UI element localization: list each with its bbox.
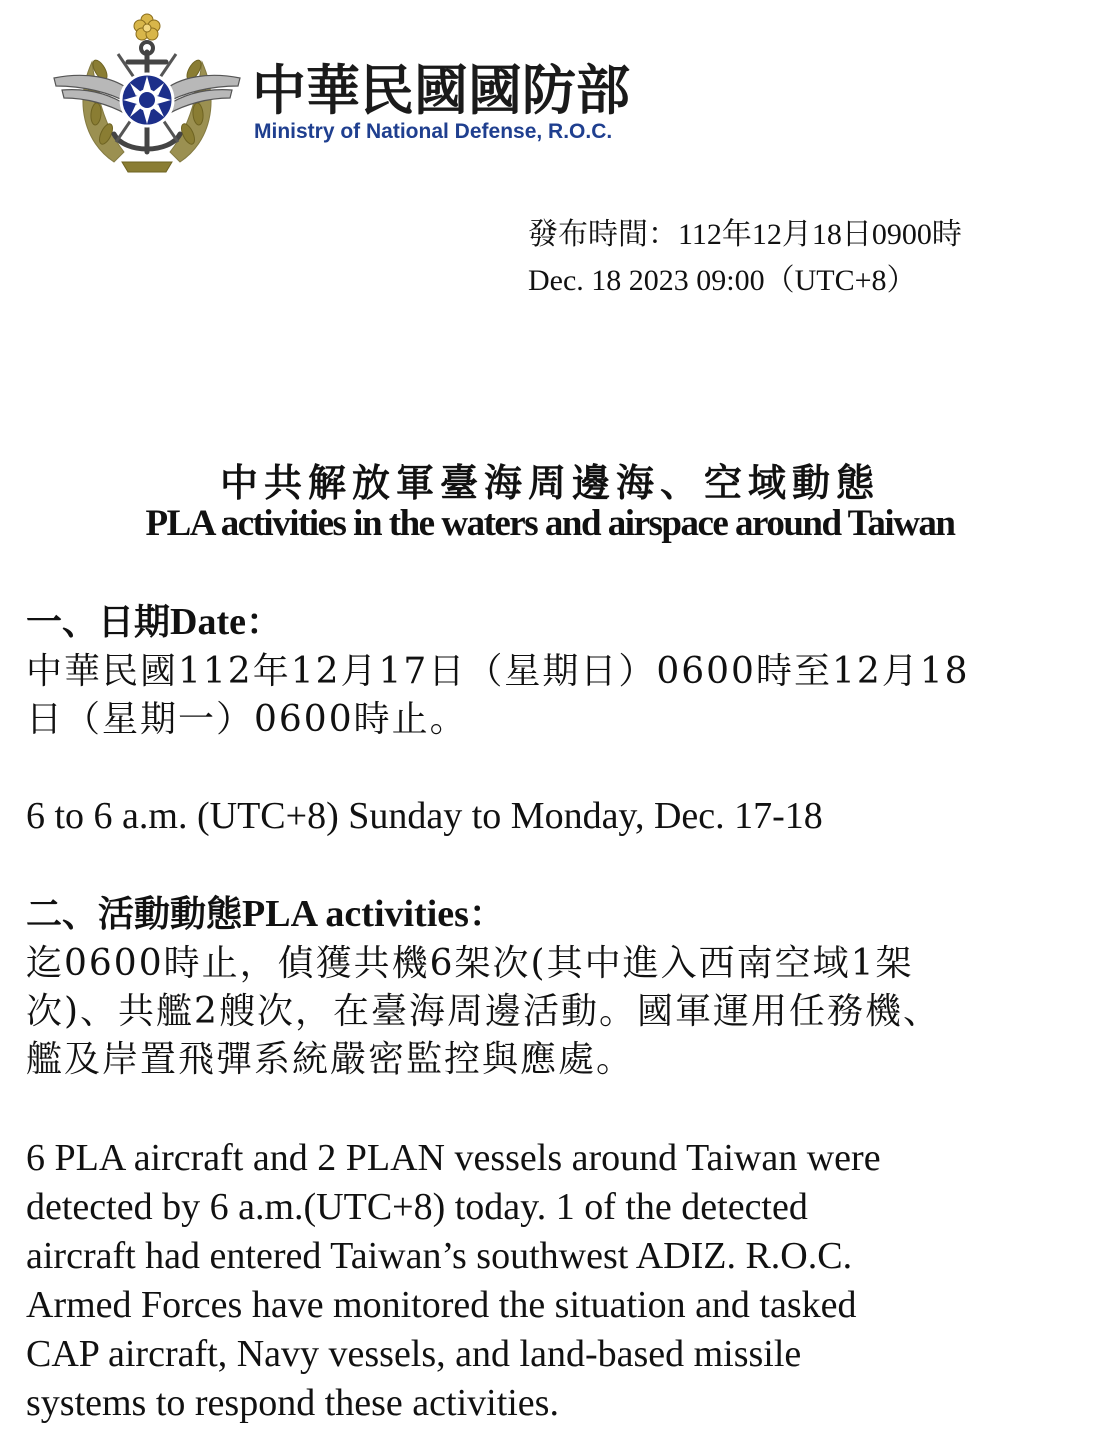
section-activities-heading-suffix: ： [468, 893, 505, 935]
section-date-en-text: 6 to 6 a.m. (UTC+8) Sunday to Monday, Dec. 17-18 [26, 795, 823, 837]
section-activities-en-line: systems to respond these activities. [26, 1382, 559, 1424]
section-date-zh-line: 中華民國112年12月17日（星期日）0600時至12月18 [26, 651, 970, 692]
section-date-heading-zh: 一、日期 [26, 601, 171, 643]
section-date-heading-suffix: ： [245, 601, 282, 643]
release-time-en: Dec. 18 2023 09:00（UTC+8） [528, 264, 917, 297]
section-activities-en-line: CAP aircraft, Navy vessels, and land-based missile [26, 1333, 802, 1375]
document-title-zh: 中共解放軍臺海周邊海、空域動態 [219, 460, 880, 505]
release-time-zh: 發布時間：112年12月18日0900時 [528, 218, 962, 251]
section-activities [26, 890, 1086, 1428]
section-date-zh-text [26, 648, 1086, 744]
section-activities-zh-line: 艦及岸置飛彈系統嚴密監控與應處。 [26, 1039, 635, 1080]
section-activities-heading [26, 890, 1086, 938]
section-activities-en-text [26, 1134, 1086, 1428]
section-activities-en-line: aircraft had entered Taiwan’s southwest ADIZ. R.O.C. [26, 1235, 853, 1277]
section-date-zh-line: 日（星期一）0600時止。 [26, 699, 468, 740]
section-date-heading [26, 598, 1086, 646]
org-name-en: Ministry of National Defense, R.O.C. [254, 120, 613, 143]
section-activities-heading-en: PLA activities [242, 893, 469, 935]
section-activities-zh-line: 迄0600時止，偵獲共機6架次(其中進入西南空域1架 [26, 943, 914, 984]
section-activities-heading-zh: 二、活動動態 [26, 893, 243, 935]
section-date-heading-en: Date [170, 601, 246, 643]
section-activities-zh-text [26, 940, 1086, 1084]
section-date [26, 598, 1086, 841]
section-activities-en-line: 6 PLA aircraft and 2 PLAN vessels around Taiwan were [26, 1137, 881, 1179]
letterhead [44, 12, 724, 182]
release-time [528, 212, 962, 304]
mnd-emblem-icon [44, 12, 250, 180]
document-title-en: PLA activities in the waters and airspace around Taiwan [145, 503, 955, 544]
org-name-zh: 中華民國國防部 [252, 58, 630, 122]
section-activities-en-line: Armed Forces have monitored the situation and tasked [26, 1284, 857, 1326]
section-activities-zh-line: 次)、共艦2艘次，在臺海周邊活動。國軍運用任務機、 [26, 991, 941, 1032]
section-activities-en-line: detected by 6 a.m.(UTC+8) today. 1 of the detected [26, 1186, 808, 1228]
